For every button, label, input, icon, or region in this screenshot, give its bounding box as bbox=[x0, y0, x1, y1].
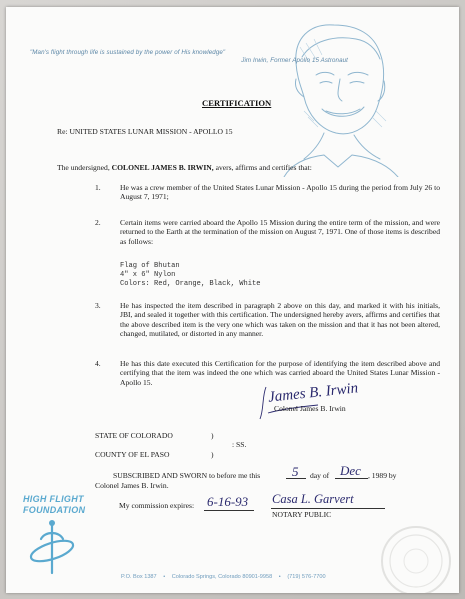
commission-underline bbox=[204, 510, 254, 511]
state-paren: ) bbox=[211, 431, 214, 440]
notary-signature: Casa L. Garvert bbox=[272, 492, 354, 506]
notary-title: NOTARY PUBLIC bbox=[272, 510, 332, 519]
commission-value: 6-16-93 bbox=[207, 494, 249, 509]
county-paren: ) bbox=[211, 450, 214, 459]
footer-city: Colorado Springs, Colorado 80901-9958 bbox=[171, 574, 273, 580]
foundation-line1: HIGH FLIGHT bbox=[23, 494, 84, 504]
state-label: STATE OF COLORADO bbox=[95, 431, 173, 440]
footer-contact bbox=[121, 574, 421, 580]
item-number: 2. bbox=[95, 218, 101, 227]
re-line: Re: UNITED STATES LUNAR MISSION - APOLLO 15 bbox=[57, 127, 233, 136]
document-title: CERTIFICATION bbox=[202, 98, 272, 108]
certificate-page bbox=[6, 7, 459, 593]
notary-seal-emboss bbox=[378, 523, 454, 593]
item-number: 1. bbox=[95, 183, 101, 192]
ss-label: : SS. bbox=[232, 440, 247, 449]
signature-handwriting: James B. Irwin bbox=[267, 380, 359, 406]
letterhead-quote: "Man's flight through life is sustained by the power of His knowledge" bbox=[30, 49, 226, 56]
item-number: 4. bbox=[95, 359, 101, 368]
footer-bullet: • bbox=[163, 574, 166, 580]
year-text: , 1989 by bbox=[368, 471, 397, 480]
signer-bold-name: COLONEL JAMES B. IRWIN, bbox=[111, 163, 214, 172]
item-number: 3. bbox=[95, 301, 101, 310]
foundation-name bbox=[23, 494, 85, 516]
day-word: day of bbox=[310, 471, 330, 480]
foundation-line2: FOUNDATION bbox=[23, 505, 86, 515]
sworn-line2: Colonel James B. Irwin. bbox=[95, 481, 169, 490]
item-text: He has this date executed this Certification for the purpose of identifying the item described above and certifying that the item was indeed the one which was carried aboard the United States Lunar Mission - Apollo 15. bbox=[120, 359, 440, 387]
foundation-logo bbox=[23, 517, 81, 579]
intro-prefix: The undersigned, bbox=[57, 163, 110, 172]
footer-bullet: • bbox=[278, 574, 281, 580]
item-text: He has inspected the item described in paragraph 2 above on this day, and marked it with his initials, JBI, and sealed it together with this certification. The undersigned hereby avers, affirms and certifies that the above described item is the very one which was taken on the mission and that it has not been altered, changed, mutilated, or distorted in any manner. bbox=[120, 301, 440, 339]
signer-name: Colonel James B. Irwin bbox=[274, 404, 346, 413]
item-desc-line: 4" x 6" Nylon bbox=[120, 270, 176, 279]
signature-flourish bbox=[258, 383, 328, 423]
item-desc-line: Colors: Red, Orange, Black, White bbox=[120, 279, 261, 288]
county-label: COUNTY OF EL PASO bbox=[95, 450, 170, 459]
day-value: 5 bbox=[292, 464, 299, 479]
item-text: Certain items were carried aboard the Apollo 15 Mission during the entire term of the mission, and were returned to the Earth at the termination of the mission on August 7, 1971. One of those items is described as follows: bbox=[120, 218, 440, 246]
commission-label: My commission expires: bbox=[119, 501, 195, 510]
footer-phone: (719) 576-7700 bbox=[287, 574, 326, 580]
footer-address: P.O. Box 1387 bbox=[121, 574, 157, 580]
intro-paragraph bbox=[57, 163, 437, 172]
astronaut-portrait-sketch bbox=[264, 17, 414, 177]
notary-signature-line bbox=[271, 508, 385, 509]
item-desc-line: Flag of Bhutan bbox=[120, 262, 180, 270]
quote-attribution: Jim Irwin, Former Apollo 15 Astronaut bbox=[241, 57, 348, 64]
item-text: He was a crew member of the United States Lunar Mission - Apollo 15 during the period from July 26 to August 7, 1971; bbox=[120, 183, 440, 202]
sworn-prefix: SUBSCRIBED AND SWORN to before me this bbox=[113, 471, 261, 480]
month-value: Dec bbox=[340, 463, 361, 478]
intro-suffix: avers, affirms and certifies that: bbox=[215, 163, 312, 172]
item-description bbox=[120, 262, 260, 288]
